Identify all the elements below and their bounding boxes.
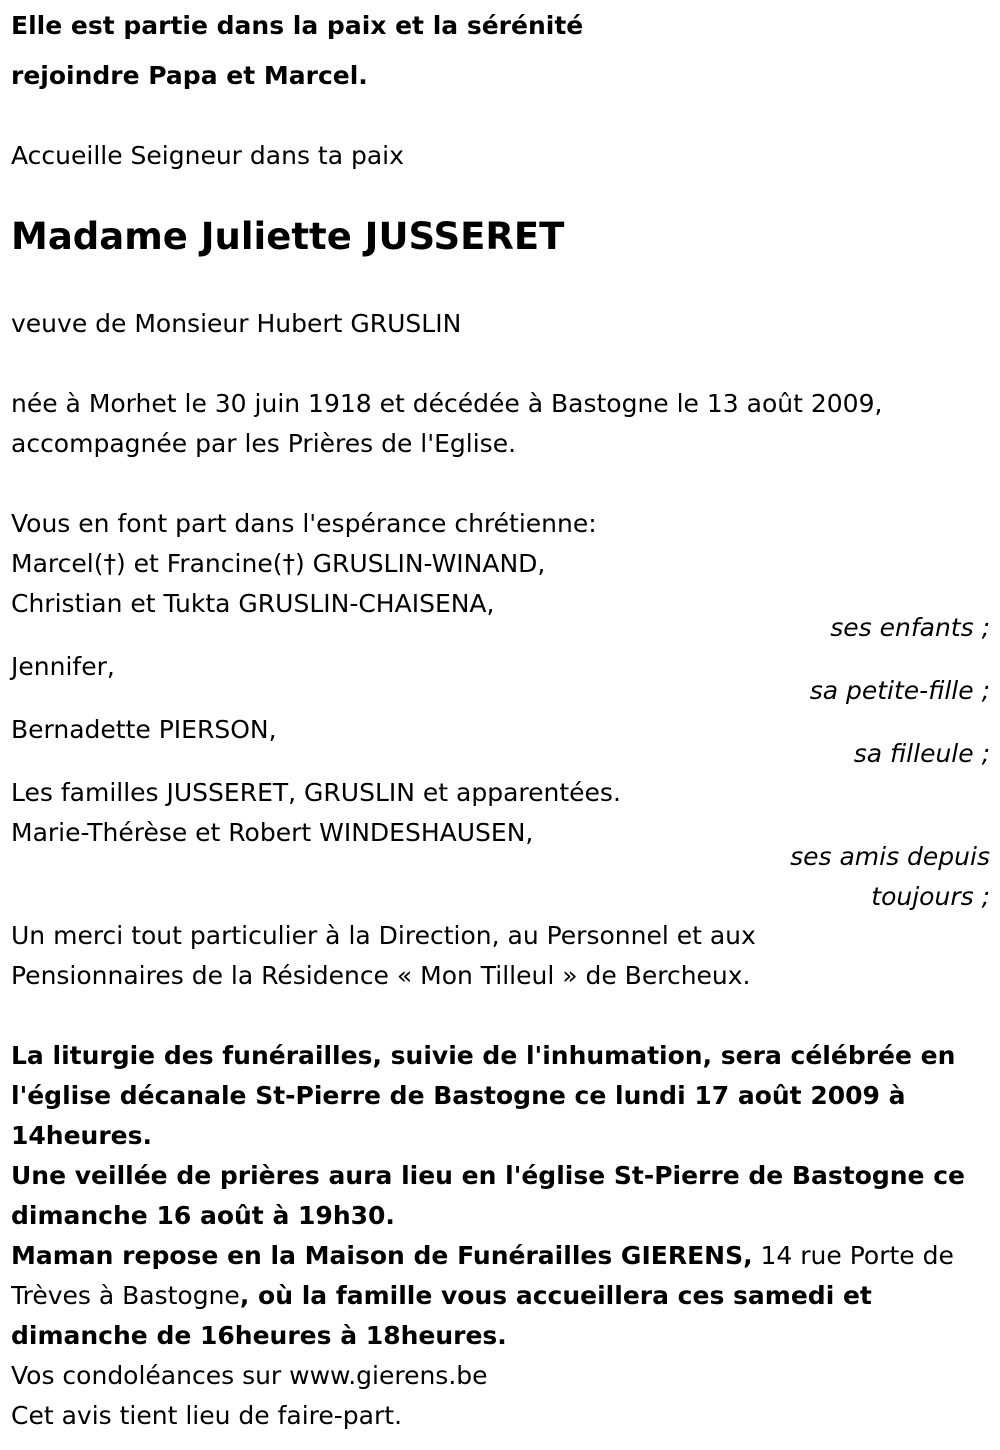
granddaughter-relation: sa petite-fille ; <box>809 676 990 705</box>
liturgy-line-3: 14heures. <box>11 1121 153 1150</box>
rest-city: Trèves à Bastogne <box>11 1281 240 1310</box>
liturgy-line-1: La liturgie des funérailles, suivie de l'inhumation, sera célébrée en <box>11 1041 956 1070</box>
rest-hours: dimanche de 16heures à 18heures. <box>11 1321 507 1350</box>
granddaughter-line: Jennifer, <box>11 652 115 681</box>
closing-line: Cet avis tient lieu de faire-part. <box>11 1401 403 1430</box>
widow-of-line: veuve de Monsieur Hubert GRUSLIN <box>11 309 462 338</box>
families-line: Les familles JUSSERET, GRUSLIN et apparentées. <box>11 778 621 807</box>
friends-relation-line-2: toujours ; <box>871 882 990 911</box>
announcement-intro: Vous en font part dans l'espérance chrétienne: <box>11 509 597 538</box>
opening-line-1: Elle est partie dans la paix et la sérénité <box>11 11 584 40</box>
opening-line-2: rejoindre Papa et Marcel. <box>11 61 368 90</box>
condolences-line: Vos condoléances sur www.gierens.be <box>11 1361 488 1390</box>
thanks-line-2: Pensionnaires de la Résidence « Mon Tilleul » de Bercheux. <box>11 961 751 990</box>
rest-address: 14 rue Porte de <box>752 1241 954 1270</box>
birth-death-line-2: accompagnée par les Prières de l'Eglise. <box>11 429 517 458</box>
rest-welcome: , où la famille vous accueillera ces samedi et <box>239 1281 872 1310</box>
birth-death-line-1: née à Morhet le 30 juin 1918 et décédée à Bastogne le 13 août 2009, <box>11 389 883 418</box>
children-line-2: Christian et Tukta GRUSLIN-CHAISENA, <box>11 589 495 618</box>
deceased-name: Madame Juliette JUSSERET <box>11 215 565 258</box>
friends-relation-line-1: ses amis depuis <box>790 842 990 871</box>
thanks-line-1: Un merci tout particulier à la Direction, au Personnel et aux <box>11 921 756 950</box>
goddaughter-line: Bernadette PIERSON, <box>11 715 277 744</box>
children-relation: ses enfants ; <box>830 613 990 642</box>
rest-line-2 <box>11 1283 872 1308</box>
vigil-line-2: dimanche 16 août à 19h30. <box>11 1201 395 1230</box>
rest-funeral-home: Maman repose en la Maison de Funérailles GIERENS, <box>11 1241 753 1270</box>
goddaughter-relation: sa filleule ; <box>853 739 990 768</box>
prayer-line: Accueille Seigneur dans ta paix <box>11 141 404 170</box>
friends-line: Marie-Thérèse et Robert WINDESHAUSEN, <box>11 818 534 847</box>
rest-line-1 <box>11 1243 954 1268</box>
children-line-1: Marcel(†) et Francine(†) GRUSLIN-WINAND, <box>11 549 546 578</box>
liturgy-line-2: l'église décanale St-Pierre de Bastogne ce lundi 17 août 2009 à <box>11 1081 906 1110</box>
vigil-line-1: Une veillée de prières aura lieu en l'église St-Pierre de Bastogne ce <box>11 1161 965 1190</box>
